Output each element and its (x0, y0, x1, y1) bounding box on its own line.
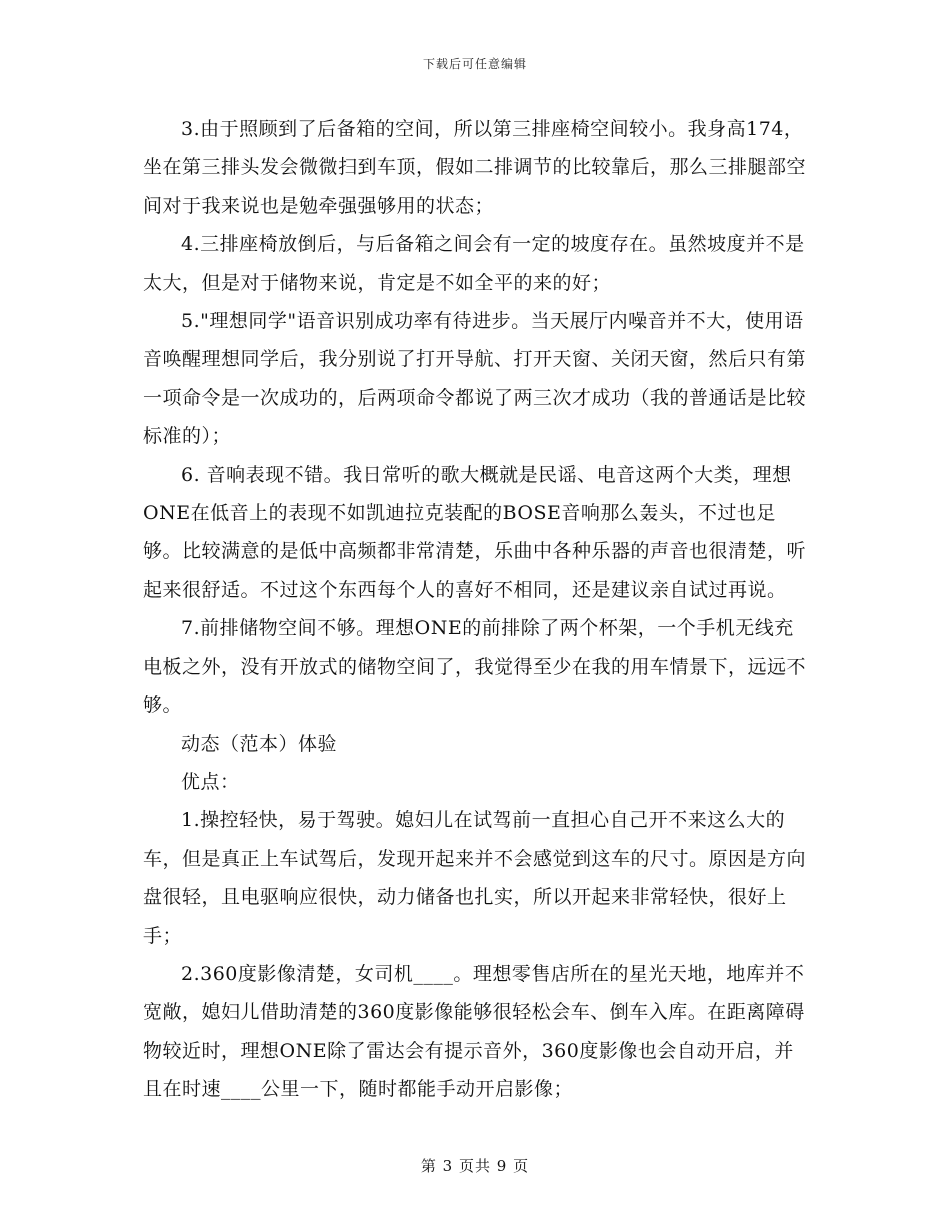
paragraph: 1.操控轻快，易于驾驶。媳妇儿在试驾前一直担心自己开不来这么大的车，但是真正上车试驾后，发现开起来并不会感觉到这车的尺寸。原因是方向盘很轻，且电驱响应很快，动力储备也扎实，所以开起来非常轻快，很好上手； (143, 809, 807, 947)
page-header: 下载后可任意编辑 (422, 57, 527, 71)
section-heading: 动态（范本）体验 (181, 732, 338, 755)
paragraph: 5."理想同学"语音识别成功率有待进步。当天展厅内噪音并不大，使用语音唤醒理想同学后，我分别说了打开导航、打开天窗、关闭天窗，然后只有第一项命令是一次成功的，后两项命令都说了两三次才成功（我的普通话是比较标准的）； (143, 310, 807, 448)
paragraph: 7.前排储物空间不够。理想ONE的前排除了两个杯架，一个手机无线充电板之外，没有开放式的储物空间了，我觉得至少在我的用车情景下，远远不够。 (143, 617, 807, 717)
document-body (143, 110, 807, 1109)
page-footer: 第 3 页共 9 页 (420, 1157, 530, 1175)
subsection-heading: 优点： (181, 770, 240, 793)
paragraph: 4.三排座椅放倒后，与后备箱之间会有一定的坡度存在。虽然坡度并不是太大，但是对于储物来说，肯定是不如全平的来的好； (143, 233, 805, 294)
paragraph: 2.360度影像清楚，女司机____。理想零售店所在的星光天地，地库并不宽敞，媳妇儿借助清楚的360度影像能够很轻松会车、倒车入库。在距离障碍物较近时，理想ONE除了雷达会有提示音外，360度影像也会自动开启，并且在时速____公里一下，随时都能手动开启影像； (143, 962, 805, 1101)
paragraph: 3.由于照顾到了后备箱的空间，所以第三排座椅空间较小。我身高174，坐在第三排头发会微微扫到车顶，假如二排调节的比较靠后，那么三排腿部空间对于我来说也是勉牵强强够用的状态； (143, 118, 807, 217)
paragraph: 6. 音响表现不错。我日常听的歌大概就是民谣、电音这两个大类，理想ONE在低音上的表现不如凯迪拉克装配的BOSE音响那么轰头，不过也足够。比较满意的是低中高频都非常清楚，乐曲中各种乐器的声音也很清楚，听起来很舒适。不过这个东西每个人的喜好不相同，还是建议亲自试过再说。 (143, 463, 807, 601)
